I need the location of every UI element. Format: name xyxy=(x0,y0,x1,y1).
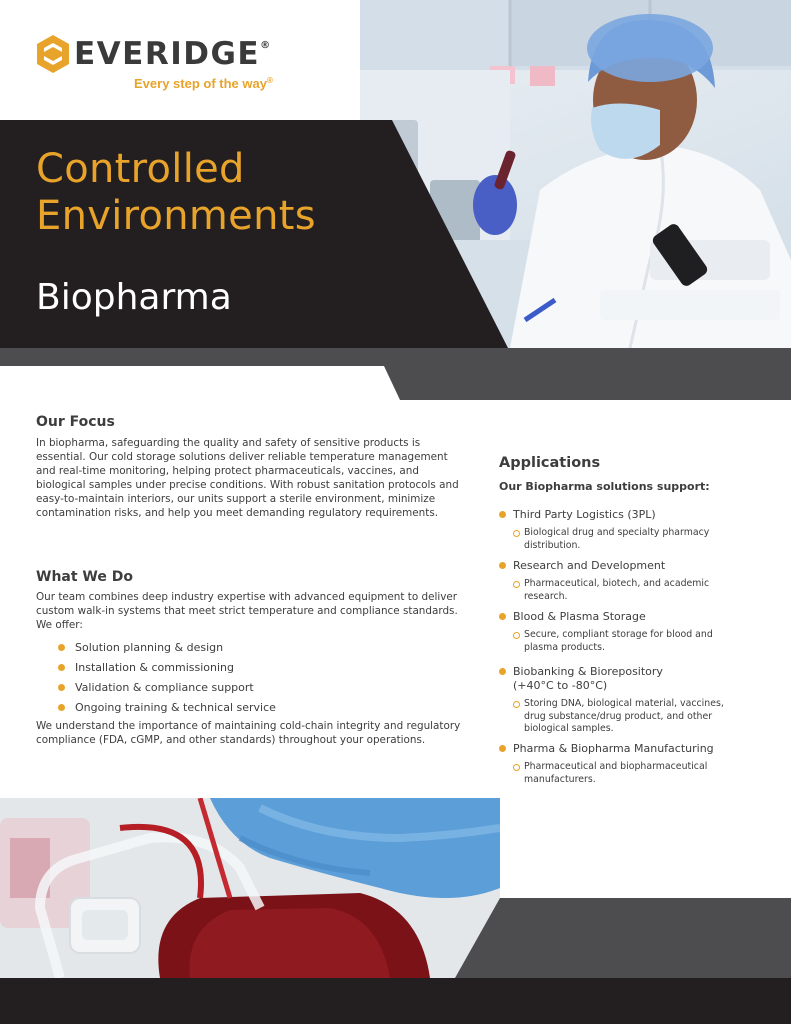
application-desc: Pharmaceutical, biotech, and academic research. xyxy=(513,578,748,603)
white-wedge xyxy=(0,366,400,400)
application-title: Research and Development xyxy=(499,559,769,573)
what-we-do-text: Our team combines deep industry expertise with advanced equipment to deliver custom walk-in systems that meet strict temperature and compliance standards. We offer: xyxy=(36,591,458,631)
list-item: Solution planning & design xyxy=(58,638,276,658)
application-desc: Storing DNA, biological material, vaccines, drug substance/drug product, and other biological samples. xyxy=(513,698,748,736)
application-title: Biobanking & Biorepository (+40°C to -80°C) xyxy=(499,665,689,693)
application-title: Blood & Plasma Storage xyxy=(499,610,769,624)
application-item xyxy=(499,610,769,654)
logo-wordmark: EVERIDGE® xyxy=(74,36,272,72)
application-desc: Biological drug and specialty pharmacy distribution. xyxy=(513,527,748,552)
logo-tagline: Every step of the way® xyxy=(134,76,273,91)
application-item xyxy=(499,508,769,552)
application-title: Third Party Logistics (3PL) xyxy=(499,508,769,522)
closing-text: We understand the importance of maintaining cold-chain integrity and regulatory compliance (FDA, cGMP, and other standards) throughout your operations. xyxy=(36,720,461,746)
list-item: Validation & compliance support xyxy=(58,678,276,698)
everidge-logo xyxy=(36,34,306,94)
application-item xyxy=(499,665,769,736)
everidge-logo-mark-icon xyxy=(36,34,70,74)
application-title: Pharma & Biopharma Manufacturing xyxy=(499,742,769,756)
list-item: Installation & commissioning xyxy=(58,658,276,678)
bottom-gray-panel xyxy=(455,898,791,978)
footer-dark-bar xyxy=(0,978,791,1024)
blood-bag-photo xyxy=(0,798,500,978)
list-item: Ongoing training & technical service xyxy=(58,698,276,718)
focus-text: In biopharma, safeguarding the quality and safety of sensitive products is essential. Our cold storage solutions deliver reliable temperature management and real-time monitoring, helping protect pharmaceuticals, vaccines, and biological samples under precise conditions. With robust sanitation protocols and easy-to-maintain interiors, our units support a sterile environment, minimize contamination risks, and help you meet demanding regulatory requirements. xyxy=(36,437,459,519)
application-item xyxy=(499,742,769,786)
page-subtitle: Biopharma xyxy=(36,277,232,318)
application-desc: Secure, compliant storage for blood and plasma products. xyxy=(513,629,748,654)
page-title: Controlled Environments xyxy=(36,146,316,239)
application-item xyxy=(499,559,769,603)
what-we-do-heading: What We Do xyxy=(36,569,133,585)
applications-subheading: Our Biopharma solutions support: xyxy=(499,480,710,493)
focus-heading: Our Focus xyxy=(36,414,115,430)
application-desc: Pharmaceutical and biopharmaceutical manufacturers. xyxy=(513,761,748,786)
applications-heading: Applications xyxy=(499,455,601,471)
offer-list xyxy=(58,638,276,718)
